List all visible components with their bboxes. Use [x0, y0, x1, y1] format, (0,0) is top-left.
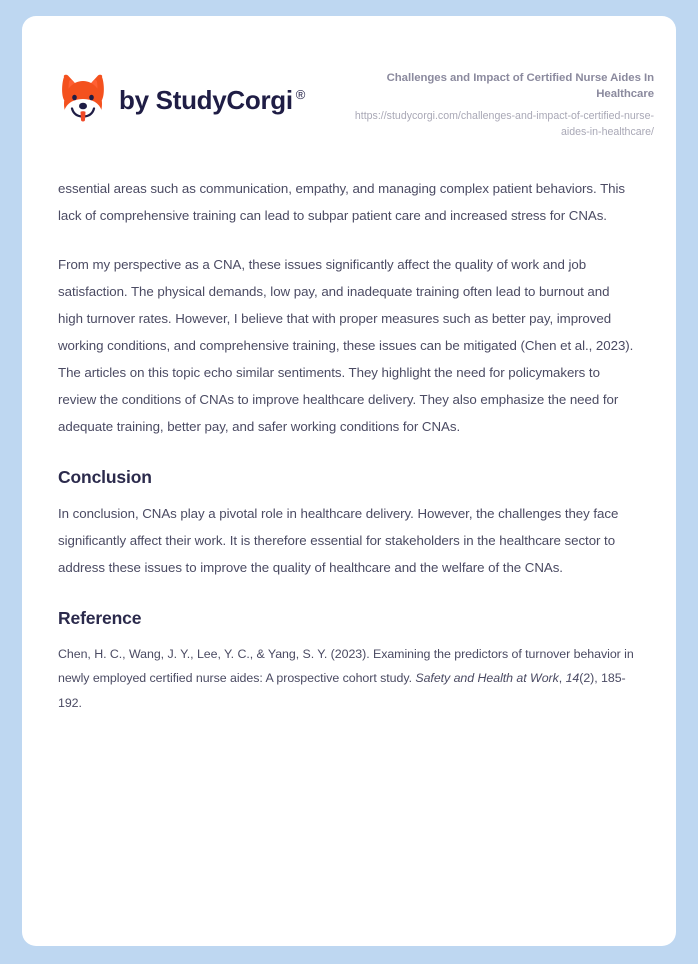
paragraph-training: essential areas such as communication, empathy, and managing complex patient behaviors. This lack of comprehensive training can lead to subpar patient care and increased stress for CNAs. [58, 181, 625, 224]
document-page [22, 16, 676, 946]
document-meta [334, 66, 654, 140]
studycorgi-wordmark [119, 87, 305, 113]
registered-trademark-icon: ® [295, 87, 306, 102]
document-url[interactable]: https://studycorgi.com/challenges-and-impact-of-certified-nurse-aides-in-healthcare/ [354, 110, 654, 138]
citation-journal: Safety and Health at Work [415, 671, 559, 686]
paragraph-perspective: From my perspective as a CNA, these issues significantly affect the quality of work and job satisfaction. The physical demands, low pay, and inadequate training often lead to burnout and high turnover rates. However, I believe that with proper measures such as better pay, improved working conditions, and comprehensive training, these issues can be mitigated (Chen et al., 2023). The articles on this topic echo similar sentiments. They highlight the need for policymakers to review the conditions of CNAs to improve healthcare delivery. They also emphasize the need for adequate training, better pay, and safer working conditions for CNAs. [58, 257, 634, 434]
citation-authors-title: Chen, H. C., Wang, J. Y., Lee, Y. C., & Yang, S. Y. (2023). Examining the predictors of turnover behavior in newly employed certified nurse aides: A prospective cohort study. [58, 646, 634, 686]
document-header [22, 16, 676, 140]
studycorgi-logo[interactable] [58, 66, 305, 126]
brand-name: by StudyCorgi [119, 85, 293, 115]
document-body [22, 176, 676, 715]
citation-pages: (2), 185-192. [58, 671, 626, 710]
citation-separator: , [558, 671, 566, 686]
reference-citation [58, 642, 634, 715]
corgi-mascot-icon [58, 74, 108, 126]
citation-volume: 14 [565, 671, 580, 686]
paragraph-conclusion: In conclusion, CNAs play a pivotal role in healthcare delivery. However, the challenges they face significantly affect their work. It is therefore essential for stakeholders in the healthcare sector to address these issues to improve the quality of healthcare and the welfare of the CNAs. [58, 505, 619, 575]
document-title: Challenges and Impact of Certified Nurse Aides In Healthcare [386, 72, 654, 101]
heading-reference: Reference [58, 607, 142, 628]
heading-conclusion: Conclusion [58, 466, 152, 487]
